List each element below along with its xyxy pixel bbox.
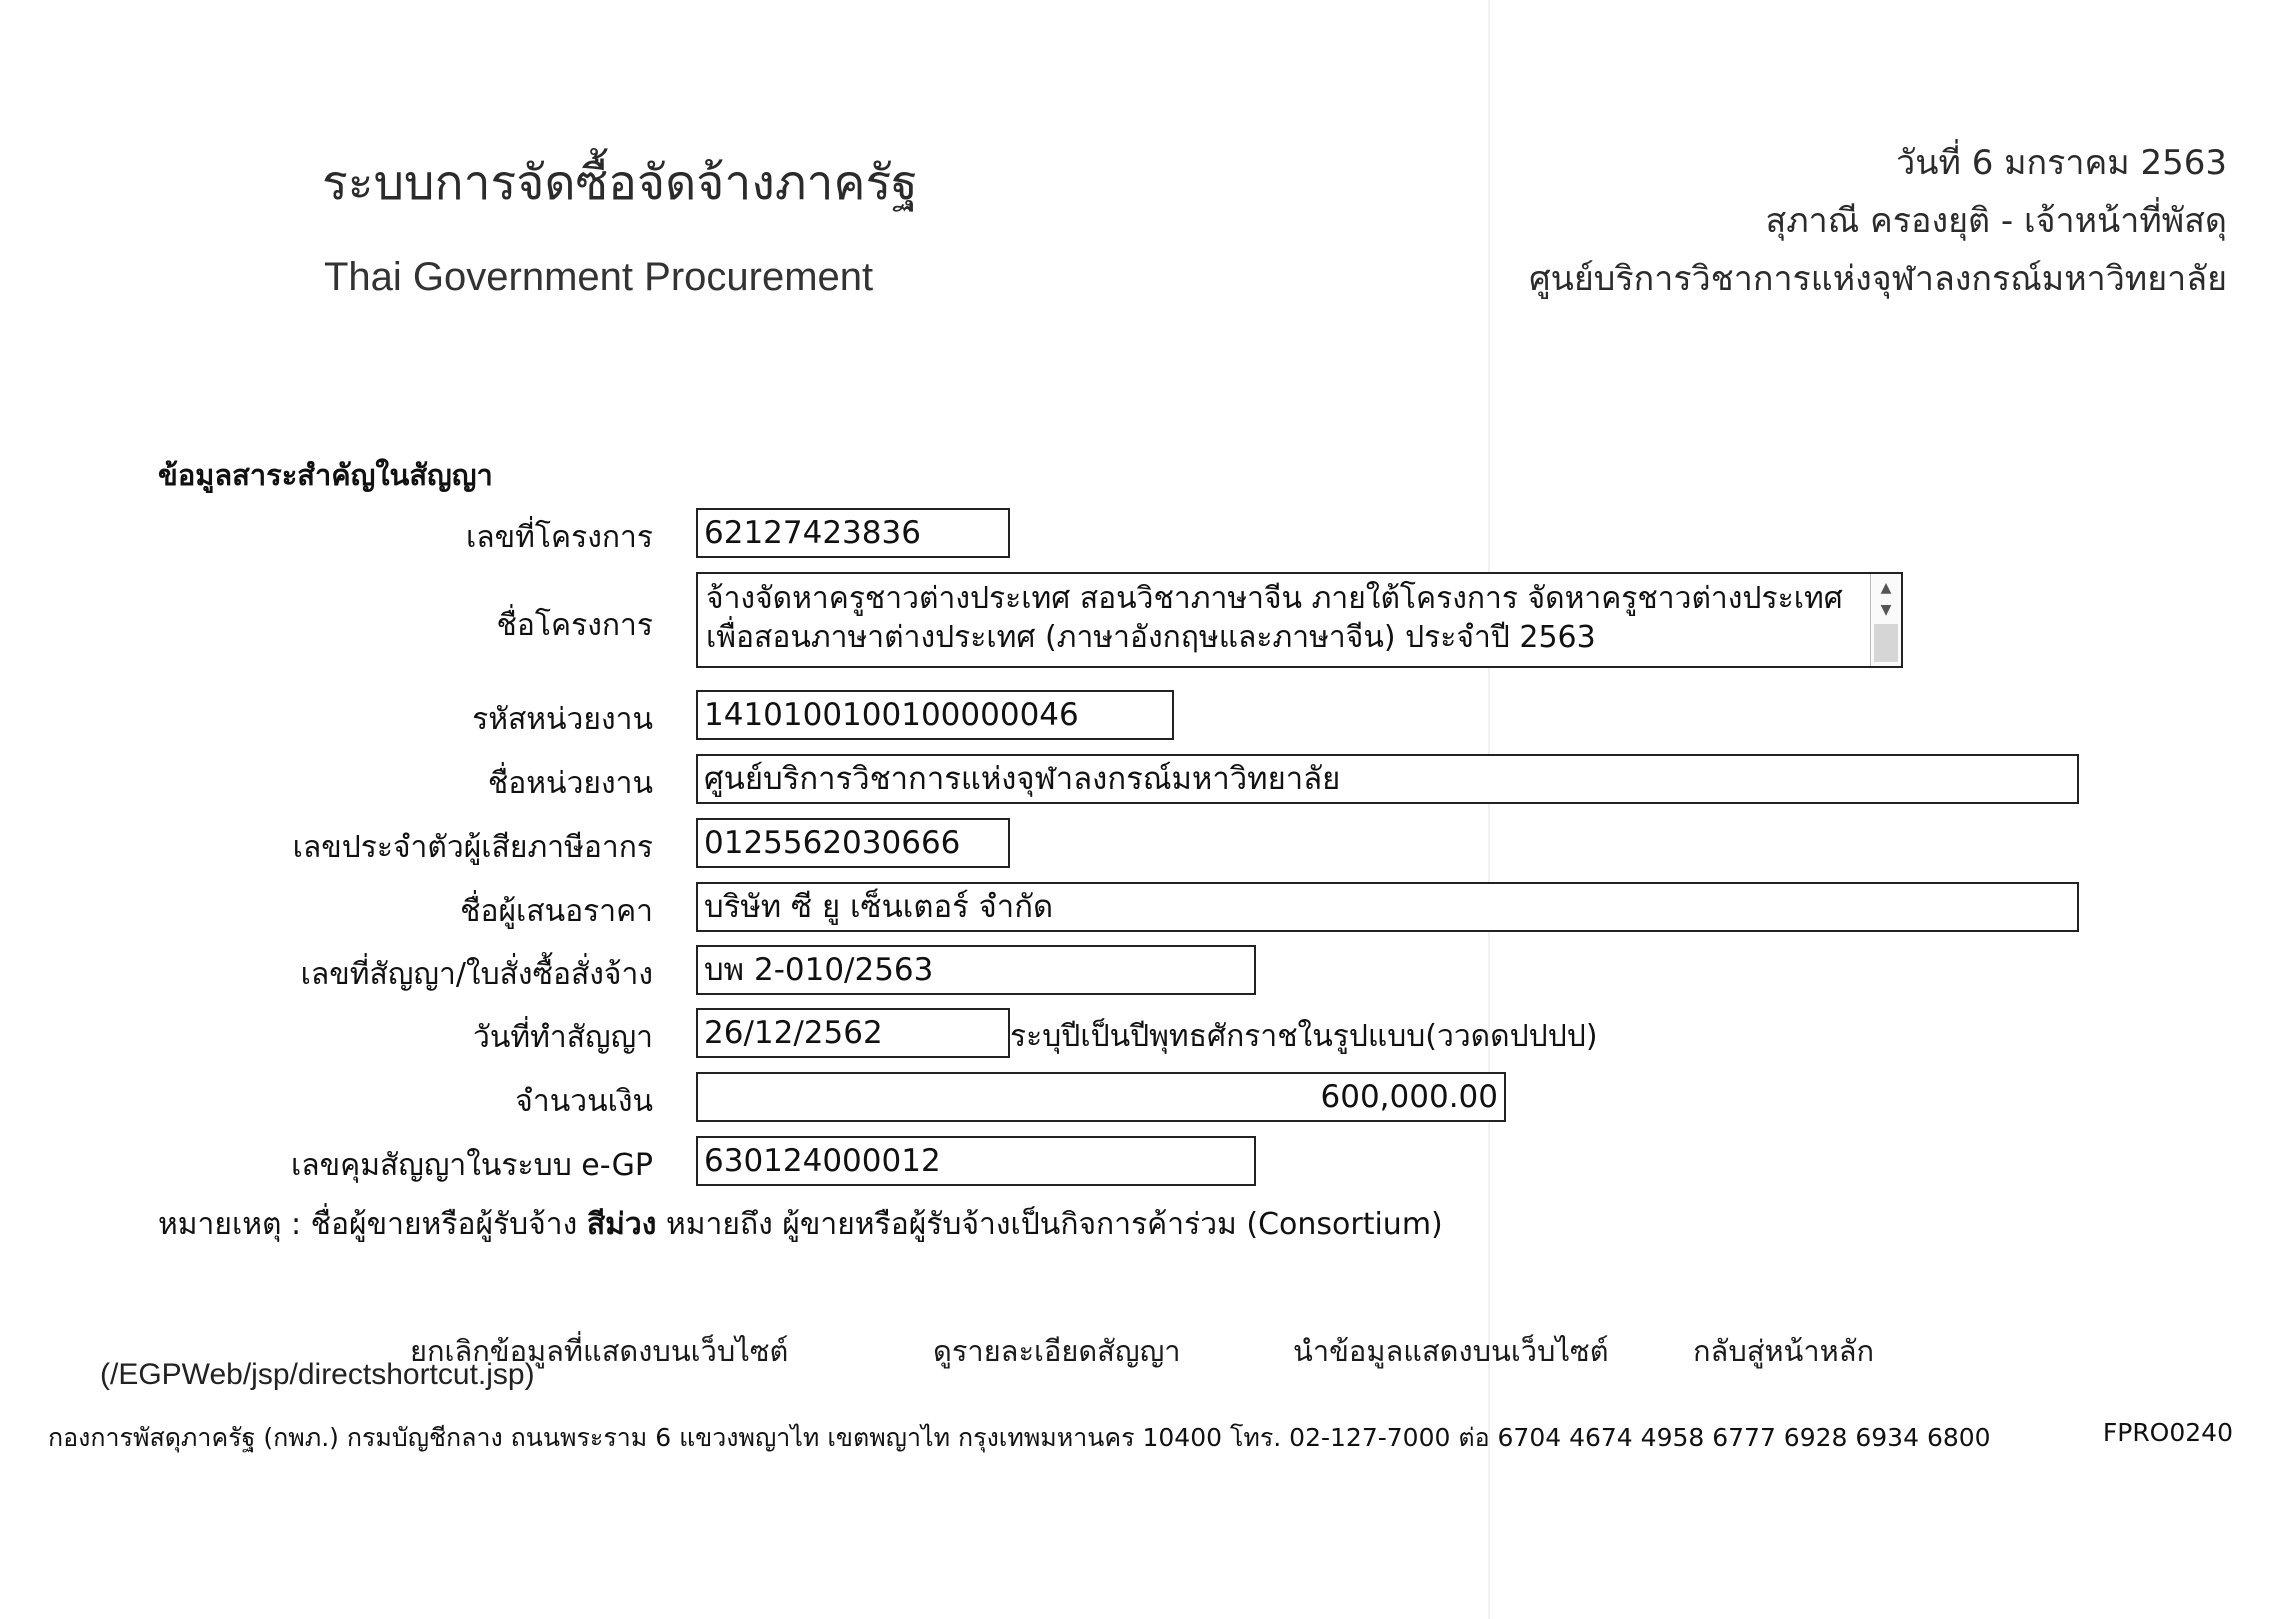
consortium-note bbox=[158, 1201, 1443, 1248]
current-date: วันที่ 6 มกราคม 2563 bbox=[1896, 143, 2227, 183]
scroll-down-icon[interactable]: ▼ bbox=[1880, 602, 1892, 618]
tax-id-label: เลขประจำตัวผู้เสียภาษีอากร bbox=[292, 830, 653, 865]
scroll-thumb[interactable] bbox=[1874, 624, 1898, 662]
footer-form-code: FPRO0240 bbox=[2102, 1418, 2233, 1447]
user-organization: ศูนย์บริการวิชาการแห่งจุฬาลงกรณ์มหาวิทยาลัย bbox=[1529, 259, 2227, 299]
footer-address: กองการพัสดุภาครัฐ (กพภ.) กรมบัญชีกลาง ถนนพระราม 6 แขวงพญาไท เขตพญาไท กรุงเทพมหานคร 10400 โทร. 02-127-7000 ต่อ 6704 4674 4958 6777 6928 6934 6800 bbox=[48, 1423, 1991, 1452]
project-name-text: จ้างจัดหาครูชาวต่างประเทศ สอนวิชาภาษาจีน ภายใต้โครงการ จัดหาครูชาวต่างประเทศเพื่อสอนภาษาต่างประเทศ (ภาษาอังกฤษและภาษาจีน) ประจำปี 2563 bbox=[706, 581, 1843, 655]
page-fold-line bbox=[1488, 0, 1490, 1619]
date-format-hint: ระบุปีเป็นปีพุทธศักราชในรูปแบบ(ววดดปปปป) bbox=[1010, 1019, 1598, 1054]
contract-no-label: เลขที่สัญญา/ใบสั่งซื้อสั่งจ้าง bbox=[300, 957, 653, 992]
note-prefix: หมายเหตุ : ชื่อผู้ขายหรือผู้รับจ้าง bbox=[158, 1207, 578, 1242]
agency-name-label: ชื่อหน่วยงาน bbox=[487, 766, 653, 801]
amount-label: จำนวนเงิน bbox=[515, 1084, 653, 1119]
header-user-info bbox=[1529, 134, 2227, 308]
view-contract-detail-link[interactable]: ดูรายละเอียดสัญญา bbox=[933, 1334, 1181, 1368]
cancel-publish-link[interactable]: ยกเลิกข้อมูลที่แสดงบนเว็บไซต์ bbox=[410, 1334, 789, 1368]
textarea-scrollbar[interactable] bbox=[1870, 574, 1901, 666]
amount-field[interactable]: 600,000.00 bbox=[696, 1072, 1506, 1122]
bidder-name-label: ชื่อผู้เสนอราคา bbox=[460, 894, 653, 929]
contract-date-label: วันที่ทำสัญญา bbox=[472, 1020, 653, 1055]
bidder-name-field[interactable]: บริษัท ซี ยู เซ็นเตอร์ จำกัด bbox=[696, 882, 2079, 932]
project-no-field[interactable]: 62127423836 bbox=[696, 508, 1010, 558]
section-title: ข้อมูลสาระสำคัญในสัญญา bbox=[158, 458, 493, 492]
contract-date-field[interactable]: 26/12/2562 bbox=[696, 1008, 1010, 1058]
egp-contract-no-field[interactable]: 630124000012 bbox=[696, 1136, 1256, 1186]
egp-contract-no-label: เลขคุมสัญญาในระบบ e-GP bbox=[291, 1148, 653, 1183]
tax-id-field[interactable]: 0125562030666 bbox=[696, 818, 1010, 868]
note-suffix: หมายถึง ผู้ขายหรือผู้รับจ้างเป็นกิจการค้าร่วม (Consortium) bbox=[665, 1207, 1443, 1242]
contract-no-field[interactable]: บพ 2-010/2563 bbox=[696, 945, 1256, 995]
project-no-label: เลขที่โครงการ bbox=[466, 520, 653, 555]
agency-code-field[interactable]: 1410100100100000046 bbox=[696, 690, 1174, 740]
system-name-english: Thai Government Procurement bbox=[324, 255, 874, 299]
project-name-label: ชื่อโครงการ bbox=[496, 608, 653, 643]
user-name-role: สุภาณี ครองยุติ - เจ้าหน้าที่พัสดุ bbox=[1765, 201, 2227, 241]
shortcut-url-text: (/EGPWeb/jsp/directshortcut.jsp) bbox=[100, 1358, 535, 1391]
back-home-link[interactable]: กลับสู่หน้าหลัก bbox=[1693, 1334, 1875, 1368]
publish-data-link[interactable]: นำข้อมูลแสดงบนเว็บไซต์ bbox=[1293, 1334, 1609, 1368]
project-name-textarea[interactable] bbox=[696, 572, 1903, 668]
system-name-thai: ระบบการจัดซื้อจัดจ้างภาครัฐ bbox=[322, 155, 918, 211]
scroll-up-icon[interactable]: ▲ bbox=[1880, 580, 1892, 596]
agency-code-label: รหัสหน่วยงาน bbox=[472, 702, 653, 737]
note-highlight: สีม่วง bbox=[586, 1207, 657, 1242]
agency-name-field[interactable]: ศูนย์บริการวิชาการแห่งจุฬาลงกรณ์มหาวิทยาลัย bbox=[696, 754, 2079, 804]
